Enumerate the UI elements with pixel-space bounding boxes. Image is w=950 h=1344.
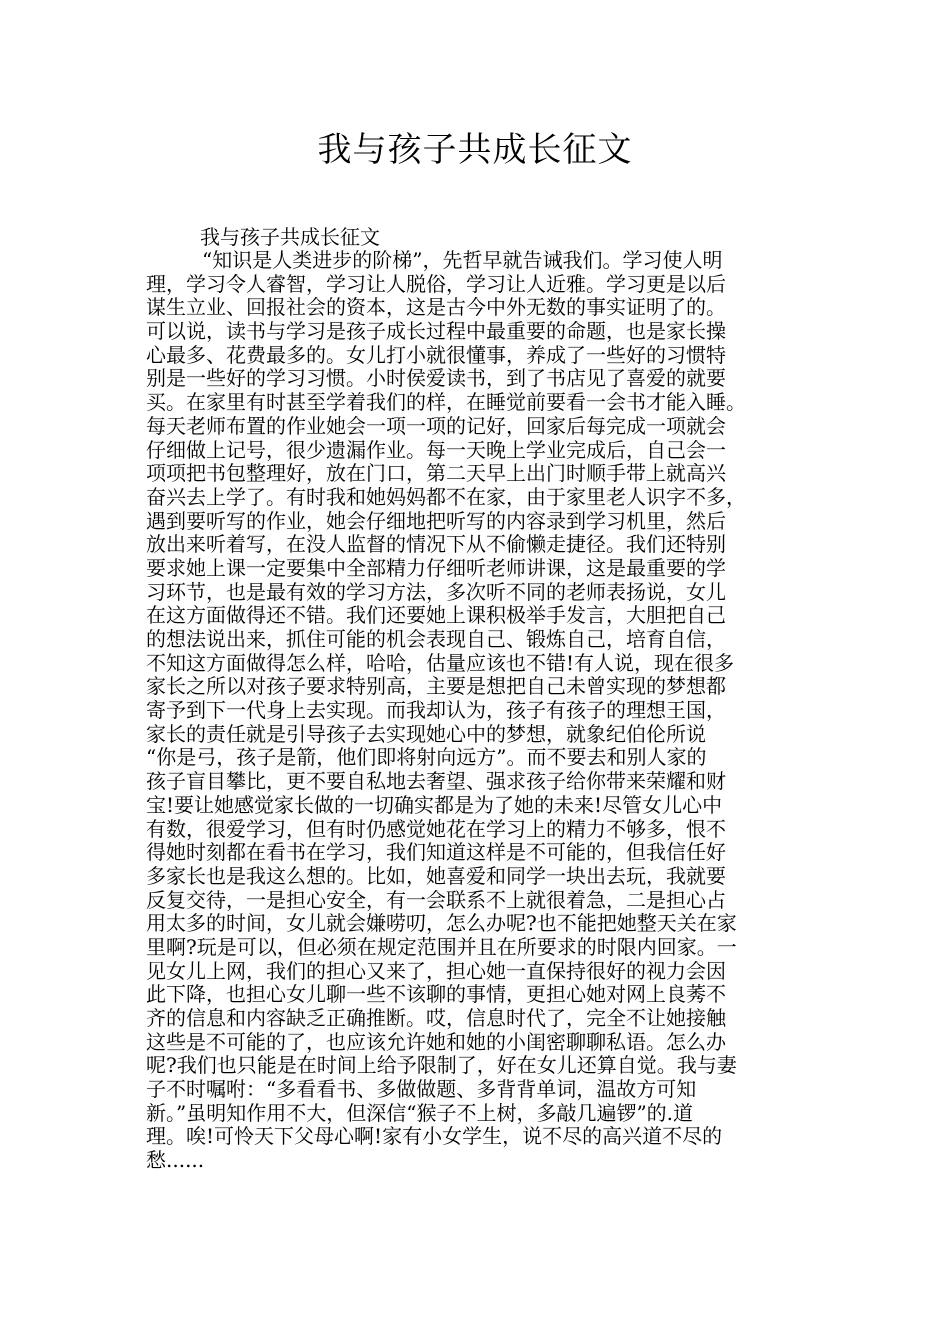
- body-line: 在这方面做得还不错。我们还要她上课积极举手发言，大胆把自己: [146, 603, 726, 628]
- body-line: 有数，很爱学习，但有时仍感觉她花在学习上的精力不够多，恨不: [146, 816, 726, 841]
- body-line: 家长之所以对孩子要求特别高，主要是想把自己未曾实现的梦想都: [146, 674, 726, 699]
- body-line: 家长的责任就是引导孩子去实现她心中的梦想，就象纪伯伦所说: [146, 721, 706, 746]
- body-line: “知识是人类进步的阶梯”，先哲早就告诫我们。学习使人明: [202, 248, 723, 272]
- body-line: 理，学习令人睿智，学习让人脱俗，学习让人近雅。学习更是以后: [146, 271, 726, 296]
- body-line: 愁......: [146, 1148, 205, 1173]
- body-line: 心最多、花费最多的。女儿打小就很懂事，养成了一些好的习惯特: [146, 342, 726, 367]
- body-line: 里啊?玩是可以，但必须在规定范围并且在所要求的时限内回家。一: [146, 934, 737, 959]
- body-line: 宝!要让她感觉家长做的一切确实都是为了她的未来!尽管女儿心中: [146, 792, 723, 817]
- body-line: 放出来听着写，在没人监督的情况下从不偷懒走捷径。我们还特别: [146, 532, 726, 557]
- body-line: 别是一些好的学习习惯。小时侯爱读书，到了书店见了喜爱的就要: [146, 366, 726, 391]
- document-subtitle: 我与孩子共成长征文: [200, 225, 380, 249]
- body-line: 这些是不可能的了，也应该允许她和她的小闺密聊聊私语。怎么办: [146, 1029, 726, 1054]
- document-body: [146, 249, 806, 1173]
- body-line: 的想法说出来，抓住可能的机会表现自己、锻炼自己，培育自信，: [146, 627, 726, 651]
- body-line: 子不时嘱咐：“多看看书、多做做题、多背背单词，温故方可知: [146, 1077, 697, 1102]
- body-line: “你是弓，孩子是箭，他们即将射向远方”。而不要去和别人家的: [146, 745, 707, 770]
- body-line: 寄予到下一代身上去实现。而我却认为，孩子有孩子的理想王国，: [146, 698, 726, 723]
- body-line: 齐的信息和内容缺乏正确推断。哎，信息时代了，完全不让她接触: [146, 1006, 726, 1030]
- body-line: 呢?我们也只能是在时间上给予限制了，好在女儿还算自觉。我与妻: [146, 1053, 737, 1078]
- body-line: 买。在家里有时甚至学着我们的样，在睡觉前要看一会书才能入睡。: [146, 390, 746, 415]
- body-line: 见女儿上网，我们的担心又来了，担心她一直保持很好的视力会因: [146, 958, 726, 983]
- body-line: 新。”虽明知作用不大，但深信“猴子不上树，多敲几遍锣”的.道: [146, 1100, 694, 1125]
- body-line: 理。唉!可怜天下父母心啊!家有小女学生，说不尽的高兴道不尽的: [146, 1124, 723, 1149]
- body-line: 谋生立业、回报社会的资本，这是古今中外无数的事实证明了的。: [146, 295, 726, 320]
- document-title: 我与孩子共成长征文: [317, 130, 633, 170]
- body-line: 奋兴去上学了。有时我和她妈妈都不在家，由于家里老人识字不多，: [146, 484, 746, 509]
- body-line: 反复交待，一是担心安全，有一会联系不上就很着急，二是担心占: [146, 887, 726, 912]
- body-line: 此下降，也担心女儿聊一些不该聊的事情，更担心她对网上良莠不: [146, 982, 726, 1007]
- body-line: 每天老师布置的作业她会一项一项的记好，回家后每完成一项就会: [146, 413, 726, 438]
- body-line: 习环节，也是最有效的学习方法，多次听不同的老师表扬说，女儿: [146, 579, 726, 604]
- body-line: 孩子盲目攀比，更不要自私地去奢望、强求孩子给你带来荣耀和财: [146, 769, 726, 794]
- body-line: 要求她上课一定要集中全部精力仔细听老师讲课，这是最重要的学: [146, 555, 726, 580]
- body-line: 项项把书包整理好，放在门口，第二天早上出门时顺手带上就高兴: [146, 461, 726, 486]
- body-line: 遇到要听写的作业，她会仔细地把听写的内容录到学习机里，然后: [146, 508, 726, 533]
- body-line: 可以说，读书与学习是孩子成长过程中最重要的命题，也是家长操: [146, 319, 726, 344]
- body-line: 用太多的时间，女儿就会嫌唠叨，怎么办呢?也不能把她整天关在家: [146, 911, 737, 936]
- body-line: 不知这方面做得怎么样，哈哈，估量应该也不错!有人说，现在很多: [146, 650, 735, 675]
- body-line: 仔细做上记号，很少遗漏作业。每一天晚上学业完成后，自己会一: [146, 437, 726, 462]
- body-line: 多家长也是我这么想的。比如，她喜爱和同学一块出去玩，我就要: [146, 863, 726, 888]
- body-line: 得她时刻都在看书在学习，我们知道这样是不可能的，但我信任好: [146, 840, 726, 865]
